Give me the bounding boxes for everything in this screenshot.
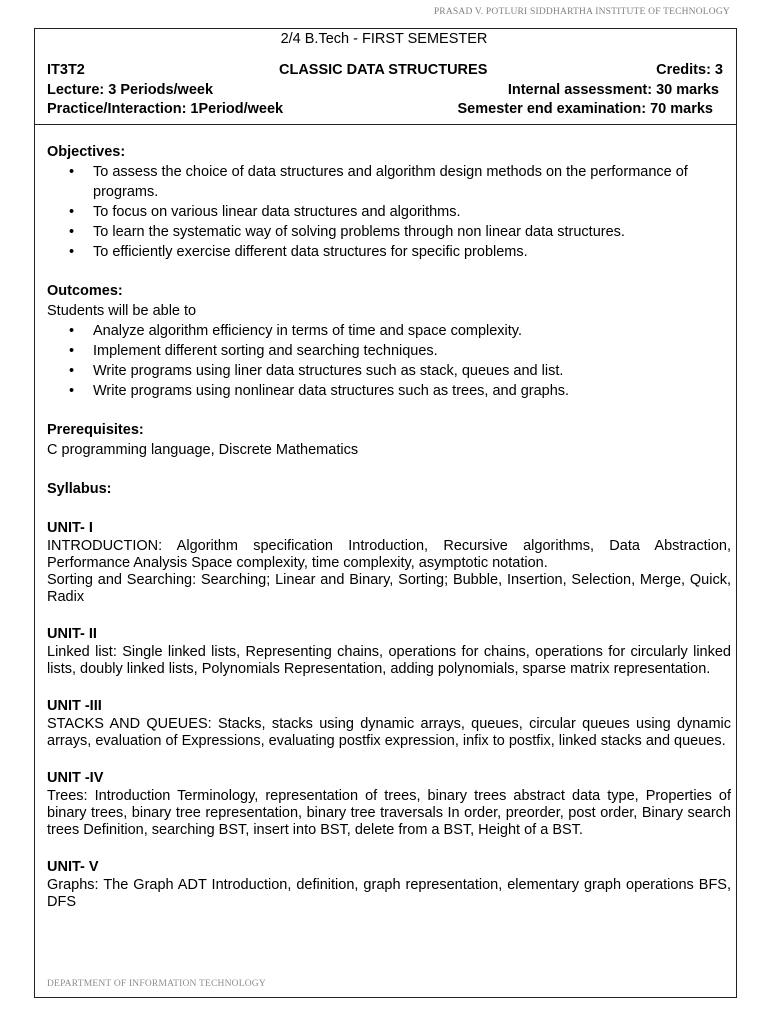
unit-3-title: UNIT -III [47,698,102,714]
unit-3-paragraph: STACKS AND QUEUES: Stacks, stacks using dynamic arrays, queues, circular queues using dynamic arrays, evaluation of Expressions, evaluating postfix expression, infix to postfix, linked stacks and queues. [47,716,731,749]
objectives-list [47,162,731,262]
course-credits: Credits: 3 [656,62,723,78]
header-divider [34,124,737,125]
bullet-icon: • [69,363,75,379]
bullet-icon: • [69,244,75,260]
course-code: IT3T2 [47,62,85,78]
list-item: • Write programs using nonlinear data structures such as trees, and graphs. [69,383,570,399]
outcomes-intro: Students will be able to [47,303,197,319]
syllabus-heading: Syllabus: [47,481,112,497]
bullet-icon: • [69,164,75,180]
practice-hours: Practice/Interaction: 1Period/week [47,101,284,117]
unit-5-title: UNIT- V [47,859,99,875]
bullet-icon: • [69,323,75,339]
unit-2-title: UNIT- II [47,626,97,642]
prerequisites-text: C programming language, Discrete Mathematics [47,442,359,458]
list-item: • Analyze algorithm efficiency in terms of time and space complexity. [69,323,523,339]
list-item: • To assess the choice of data structures and algorithm design methods on the performance of programs. [69,164,688,200]
unit-1-paragraph: INTRODUCTION: Algorithm specification Introduction, Recursive algorithms, Data Abstraction, Performance Analysis Space complexity, time complexity, asymptotic notation. [47,538,731,571]
unit-5-paragraph: Graphs: The Graph ADT Introduction, definition, graph representation, elementary graph operations BFS, DFS [47,877,731,910]
document-body [47,142,731,911]
bullet-icon: • [69,204,75,220]
list-item: • To efficiently exercise different data structures for specific problems. [69,244,528,260]
course-title: CLASSIC DATA STRUCTURES [279,62,488,78]
unit-1-paragraph: Sorting and Searching: Searching; Linear and Binary, Sorting; Bubble, Insertion, Selection, Merge, Quick, Radix [47,572,731,605]
bullet-icon: • [69,343,75,359]
internal-assessment: Internal assessment: 30 marks [507,82,719,98]
running-header: PRASAD V. POTLURI SIDDHARTHA INSTITUTE OF TECHNOLOGY [433,7,730,17]
list-item: • To learn the systematic way of solving problems through non linear data structures. [69,224,625,240]
outcomes-heading: Outcomes: [47,283,123,299]
objectives-heading: Objectives: [47,144,126,160]
bullet-icon: • [69,383,75,399]
unit-2-paragraph: Linked list: Single linked lists, Representing chains, operations for chains, operations for circularly linked lists, doubly linked lists, Polynomials Representation, adding polynomials, sparse matrix representation. [47,644,731,677]
unit-4-paragraph: Trees: Introduction Terminology, representation of trees, binary trees abstract data type, Properties of binary trees, binary tree representation, binary tree traversals In order, preorder, post order, Binary search trees Definition, searching BST, insert into BST, delete from a BST, Height of a BST. [47,788,731,838]
semester-title: 2/4 B.Tech - FIRST SEMESTER [280,31,488,47]
bullet-icon: • [69,224,75,240]
prerequisites-heading: Prerequisites: [47,422,144,438]
page-footer: DEPARTMENT OF INFORMATION TECHNOLOGY [47,979,266,989]
semester-exam: Semester end examination: 70 marks [457,101,713,117]
list-item: • Implement different sorting and searching techniques. [69,343,438,359]
outcomes-list [47,321,731,401]
list-item: • Write programs using liner data structures such as stack, queues and list. [69,363,564,379]
unit-4-title: UNIT -IV [47,770,104,786]
lecture-hours: Lecture: 3 Periods/week [47,82,214,98]
unit-1-title: UNIT- I [47,520,93,536]
list-item: • To focus on various linear data structures and algorithms. [69,204,461,220]
